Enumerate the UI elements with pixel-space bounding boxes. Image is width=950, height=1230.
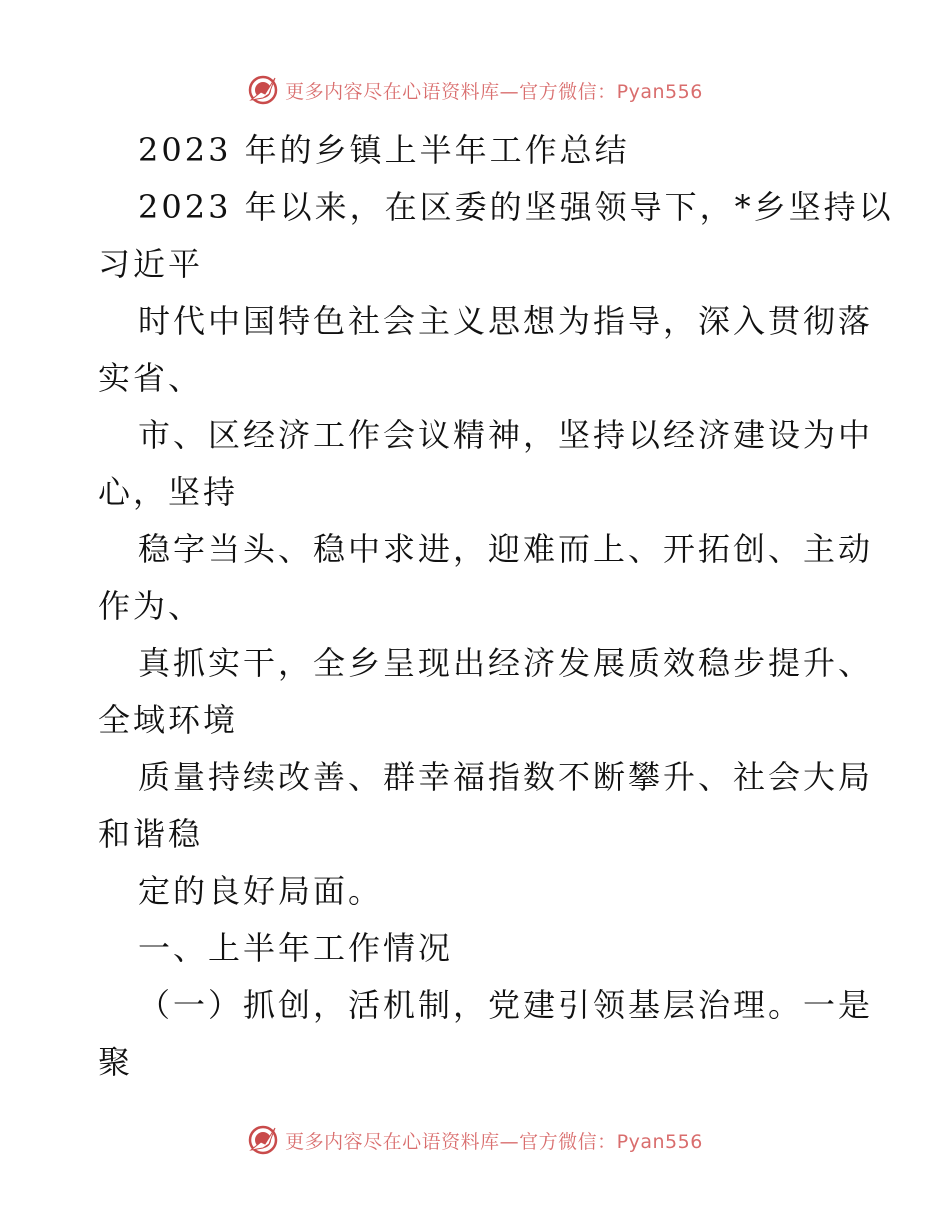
pen-seal-icon (247, 74, 279, 106)
document-title: 2023 年的乡镇上半年工作总结 (138, 131, 630, 169)
paragraph-line: 作为、 (98, 587, 204, 625)
paragraph-line: 全域环境 (98, 701, 239, 739)
footer-banner (0, 1120, 950, 1160)
paragraph-line: 市、区经济工作会议精神，坚持以经济建设为中 (138, 416, 874, 454)
banner-text: 更多内容尽在心语资料库—官方微信：Pyan556 (285, 1130, 703, 1153)
paragraph-line: 质量持续改善、群幸福指数不断攀升、社会大局 (138, 758, 874, 796)
header-banner (0, 70, 950, 110)
paragraph-line: 2023 年以来，在区委的坚强领导下，*乡坚持以 (138, 188, 894, 226)
banner-text: 更多内容尽在心语资料库—官方微信：Pyan556 (285, 80, 703, 103)
paragraph-line: 稳字当头、稳中求进，迎难而上、开拓创、主动 (138, 530, 874, 568)
paragraph-line: 定的良好局面。 (138, 872, 384, 910)
pen-seal-icon (247, 1124, 279, 1156)
document-body (98, 122, 894, 1091)
paragraph-line: 聚 (98, 1043, 134, 1081)
paragraph-line: 时代中国特色社会主义思想为指导，深入贯彻落 (138, 302, 874, 340)
paragraph-line: 和谐稳 (98, 815, 204, 853)
paragraph-line: 实省、 (98, 359, 204, 397)
subsection-line: （一）抓创，活机制，党建引领基层治理。一是 (138, 986, 874, 1024)
paragraph-line: 心，坚持 (98, 473, 239, 511)
paragraph-line: 习近平 (98, 245, 204, 283)
paragraph-line: 真抓实干，全乡呈现出经济发展质效稳步提升、 (138, 644, 874, 682)
section-heading: 一、上半年工作情况 (138, 929, 454, 967)
